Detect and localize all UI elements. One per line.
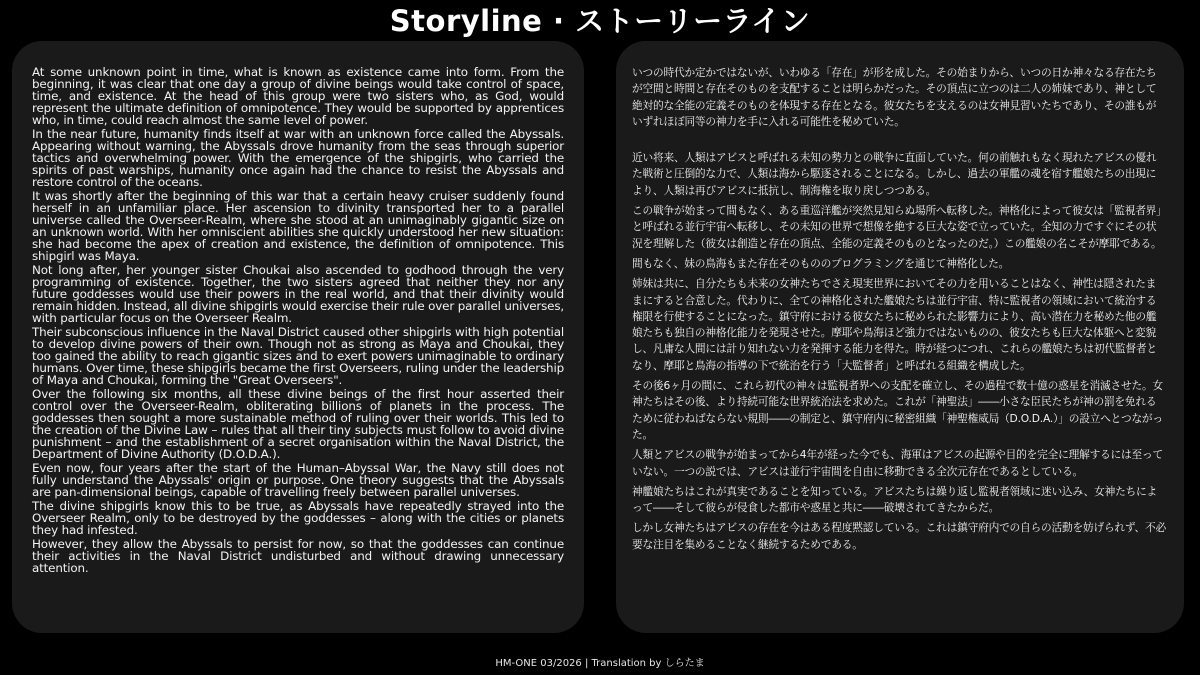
english-paragraph: Even now, four years after the start of the Human–Abyssal War, the Navy still does not fully understand the Abyssals' origin or purpose. One theory suggests that the Abyssals are pan-dimensional beings, capable of travelling freely between parallel universes. — [32, 461, 564, 500]
english-paragraph: The divine shipgirls know this to be true, as Abyssals have repeatedly strayed into the Overseer Realm, only to be destroyed by the goddesses – along with the cities or planets they had infested. — [32, 498, 564, 537]
japanese-paragraph: この戦争が始まって間もなく、ある重巡洋艦が突然見知らぬ場所へ転移した。神格化によって彼女は「監視者界」と呼ばれる並行宇宙へ転移し、その未知の世界で想像を絶する巨大な姿で立っていた。全知の力ですぐにその状況を理解した（彼女は創造と存在の頂点、全能の定義そのものとなったのだ。）この艦娘の名こそが摩耶である。 — [632, 204, 1162, 250]
english-storyline-panel — [12, 41, 584, 633]
japanese-paragraph: 間もなく、妹の鳥海もまた存在そのもののプログラミングを通じて神格化した。 — [632, 256, 1010, 270]
english-text-body — [32, 66, 564, 574]
footer-credit: HM-ONE 03/2026 | Translation by しらたま — [495, 658, 705, 669]
japanese-paragraph: いつの時代か定かではないが、いわゆる「存在」が形を成した。その始まりから、いつの日か神々なる存在たちが空間と時間と存在そのものを支配することは明らかだった。その頂点に立つのは二人の姉妹であり、神として絶対的な全能の定義そのものを体現する存在となる。彼女たちを支えるのは女神見習いたちであり、その誰もがいずれほぼ同等の神力を手に入れる可能性を秘めていた。 — [632, 66, 1157, 128]
english-paragraph: Over the following six months, all these divine beings of the first hour asserted their control over the Overseer-Realm, obliterating billions of planets in the process. The goddesses then sought a more sustainable method of ruling over their worlds. This led to the creation of the Divine Law – rules that all their tiny subjects must follow to avoid divine punishment – and the establishment of a secret organisation within the Naval District, the Department of Divine Authority (D.O.D.A.). — [32, 386, 564, 462]
page-title: Storyline · ストーリーライン — [389, 4, 811, 38]
english-paragraph: It was shortly after the beginning of this war that a certain heavy cruiser suddenly found herself in an unfamiliar place. Her ascension to divinity transported her to a parallel universe called the Overseer-Realm, where she stood at an unimaginably gigantic size on an unknown world. With her omniscient abilities she quickly understood her new situation: she had become the apex of creation and existence, the definition of omnipotence. This shipgirl was Maya. — [32, 188, 564, 264]
japanese-storyline-panel — [616, 41, 1184, 633]
japanese-paragraph: 姉妹は共に、自分たちも未来の女神たちでさえ現実世界においてその力を用いることはなく、神性は隠されたままにすると合意した。代わりに、全ての神格化された艦娘たちは並行宇宙、特に監視者の領域において統治する権限を行使することになった。鎮守府における彼女たちに秘められた影響力により、高い潜在力を秘めた他の艦娘たちも独自の神格化能力を発現させた。摩耶や鳥海ほど強力ではないものの、彼女たちも巨大な体躯へと変貌し、凡庸な人間には計り知れない力を発揮する能力を得た。時が経つにつれ、これらの艦娘たちは初代監督者となり、摩耶と鳥海の指導の下で統治を行う「大監督者」と呼ばれる組織を構成した。 — [632, 277, 1157, 372]
japanese-paragraph: 近い将来、人類はアビスと呼ばれる未知の勢力との戦争に直面していた。何の前触れもなく現れたアビスの優れた戦術と圧倒的な力で、人類は海から駆逐されることになる。しかし、過去の軍艦の魂を宿す艦娘たちの出現により、人類は再びアビスに抵抗し、制海権を取り戻しつつある。 — [632, 151, 1157, 197]
japanese-paragraph: 人類とアビスの戦争が始まってから4年が経った今でも、海軍はアビスの起源や目的を完全に理解するには至っていない。一つの説では、アビスは並行宇宙間を自由に移動できる全次元存在であるとしている。 — [632, 448, 1163, 478]
english-paragraph: In the near future, humanity finds itself at war with an unknown force called the Abyssals. Appearing without warning, the Abyssals drove humanity from the seas through superior tactics and overwhelming power. With the emergence of the shipgirls, who carried the spirits of past warships, humanity once again had the chance to resist the Abyssals and restore control of the oceans. — [32, 126, 564, 190]
japanese-text-body — [632, 65, 1166, 553]
english-paragraph: At some unknown point in time, what is known as existence came into form. From the beginning, it was clear that one day a group of divine beings would take control of space, time, and existence. At the head of this group were two sisters who, as God, would represent the ultimate definition of omnipotence. They would be supported by apprentices who, in time, could reach almost the same level of power. — [32, 65, 564, 128]
english-paragraph: However, they allow the Abyssals to persist for now, so that the goddesses can continue their activities in the Naval District undisturbed and without drawing unnecessary attention. — [32, 536, 564, 575]
japanese-paragraph: その後6ヶ月の間に、これら初代の神々は監視者界への支配を確立し、その過程で数十億の惑星を消滅させた。女神たちはその後、より持続可能な世界統治法を求めた。これが「神聖法」――小さな臣民たちが神の罰を免れるために従わねばならない規則――の制定と、鎮守府内に秘密組織「神聖権威局（D.O.D.A.）」の設立へとつながった。 — [632, 379, 1163, 441]
japanese-paragraph: 神艦娘たちはこれが真実であることを知っている。アビスたちは繰り返し監視者領域に迷い込み、女神たちによって――そして彼らが侵食した都市や惑星と共に――破壊されてきたからだ。 — [632, 484, 1158, 515]
english-paragraph: Their subconscious influence in the Naval District caused other shipgirls with high potential to develop divine powers of their own. Though not as strong as Maya and Choukai, they too gained the ability to reach gigantic sizes and to exert powers unimaginable to ordinary humans. Over time, these shipgirls became the first Overseers, ruling under the leadership of Maya and Choukai, forming the "Great Overseers". — [32, 324, 564, 388]
japanese-paragraph: しかし女神たちはアビスの存在を今はある程度黙認している。これは鎮守府内での自らの活動を妨げられず、不必要な注目を集めることなく継続するためである。 — [632, 521, 1167, 551]
english-paragraph: Not long after, her younger sister Choukai also ascended to godhood through the very programming of existence. Together, the two sisters agreed that neither they nor any future goddesses would use their powers in the real world, and that their divinity would remain hidden. Instead, all divine shipgirls would exercise their rule over parallel universes, with particular focus on the Overseer Realm. — [32, 263, 564, 326]
